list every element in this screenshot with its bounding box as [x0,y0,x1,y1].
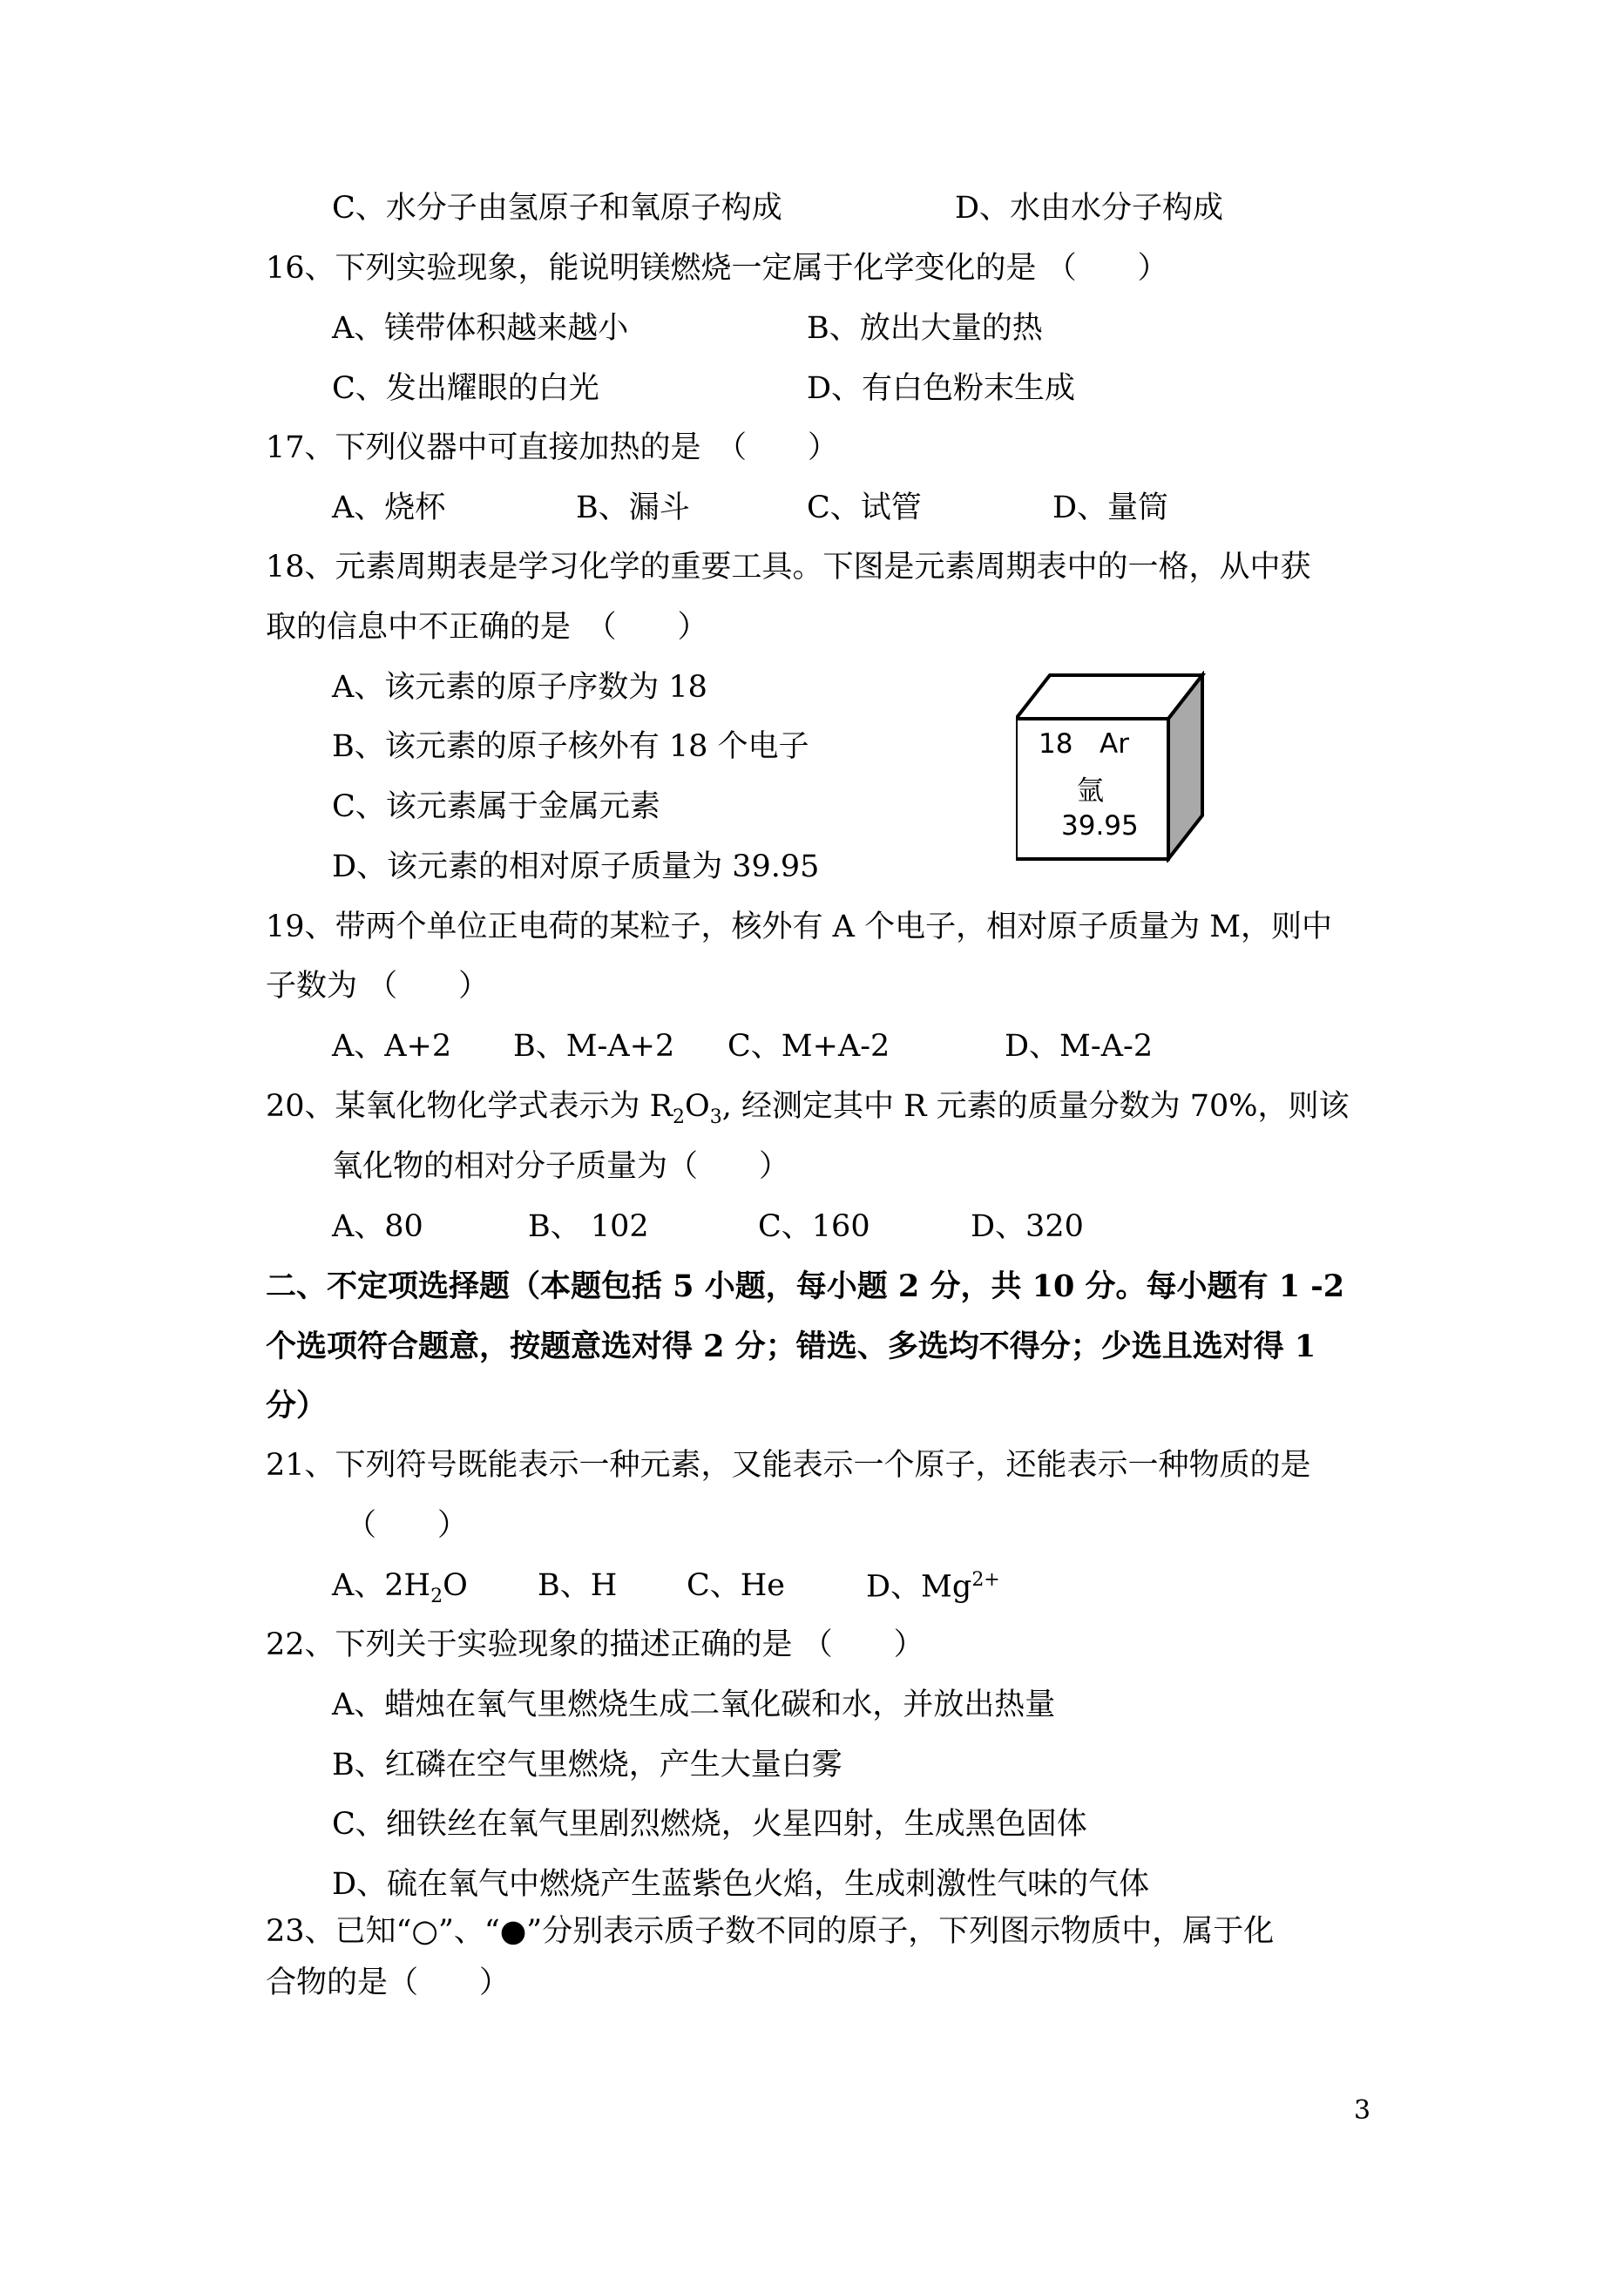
q16-stem: 16、下列实验现象，能说明镁燃烧一定属于化学变化的是 （ ） [266,251,1168,286]
q23-stem-line2: 合物的是（ ） [266,1965,511,2000]
q20-subscript-2: 2 [673,1106,686,1128]
q19-option-a: A、A+2 [332,1029,452,1064]
q21-option-d [866,1571,1000,1603]
q19-option-c: C、M+A-2 [727,1029,890,1064]
q21-option-c: C、He [687,1568,786,1603]
q21-option-a-suffix: O [443,1568,468,1603]
page-number: 3 [1354,2095,1371,2126]
q19-stem-line2: 子数为 （ ） [266,969,490,1004]
q15-option-d: D、水由水分子构成 [955,191,1224,226]
element-symbol: Ar [1100,728,1129,760]
q23-stem-line1: 23、已知“○”、“●”分别表示质子数不同的原子，下列图示物质中，属于化 [266,1914,1275,1949]
q21-option-a [332,1568,468,1607]
q18-option-a: A、该元素的原子序数为 18 [332,670,707,705]
element-name: 氩 [1077,775,1104,807]
q18-stem-line2: 取的信息中不正确的是 （ ） [266,610,708,645]
section2-heading-line2: 个选项符合题意，按题意选对得 2 分；错选、多选均不得分；少选且选对得 1 [266,1329,1316,1364]
q22-option-b: B、红磷在空气里燃烧，产生大量白雾 [332,1748,842,1782]
q19-option-d: D、M-A-2 [1005,1029,1154,1064]
q17-option-a: A、烧杯 [332,490,446,525]
element-atomic-mass: 39.95 [1061,810,1139,842]
q19-stem-line1: 19、带两个单位正电荷的某粒子，核外有 A 个电子，相对原子质量为 M，则中 [266,910,1333,944]
q20-stem-text-b: 经测定其中 R 元素的质量分数为 70%，则该 [741,1089,1350,1124]
periodic-table-cell [1016,671,1208,862]
q21-option-d-prefix: D、Mg [866,1569,972,1605]
q18-stem-line1: 18、元素周期表是学习化学的重要工具。下图是元素周期表中的一格，从中获 [266,550,1311,585]
q20-option-d: D、320 [971,1209,1084,1244]
q16-option-d: D、有白色粉末生成 [807,371,1076,406]
q21-option-b: B、H [538,1568,618,1603]
q15-option-c: C、水分子由氢原子和氧原子构成 [332,191,782,226]
q20-stem-line2: 氧化物的相对分子质量为（ ） [332,1149,790,1184]
q18-option-b: B、该元素的原子核外有 18 个电子 [332,729,809,764]
q21-option-a-prefix: A、2H [332,1568,431,1603]
q21-option-d-superscript: 2+ [971,1569,1000,1591]
q17-option-b: B、漏斗 [576,490,690,525]
q22-stem: 22、下列关于实验现象的描述正确的是 （ ） [266,1627,924,1662]
q20-oxygen-symbol: O [685,1089,710,1124]
section2-heading-line1: 二、不定项选择题（本题包括 5 小题，每小题 2 分，共 10 分。每小题有 1 -2 [266,1268,1345,1304]
q17-option-c: C、试管 [807,490,922,525]
q21-stem-line1: 21、下列符号既能表示一种元素，又能表示一个原子，还能表示一种物质的是 [266,1448,1311,1483]
element-atomic-number: 18 [1039,728,1073,760]
section2-heading-line3: 分） [266,1388,328,1424]
q21-stem-line2: （ ） [346,1508,469,1543]
q18-option-d: D、该元素的相对原子质量为 39.95 [332,849,820,884]
q16-option-c: C、发出耀眼的白光 [332,371,599,406]
q21-option-a-subscript: 2 [430,1586,443,1607]
q20-subscript-3: 3 [709,1106,722,1128]
q22-option-a: A、蜡烛在氧气里燃烧生成二氧化碳和水，并放出热量 [332,1688,1056,1722]
q18-option-c: C、该元素属于金属元素 [332,789,660,824]
q17-stem: 17、下列仪器中可直接加热的是 （ ） [266,430,839,465]
q19-option-b: B、M-A+2 [513,1029,675,1064]
q20-option-a: A、80 [332,1209,423,1244]
q20-stem-text-a: 20、某氧化物化学式表示为 R [266,1089,673,1124]
q22-option-c: C、细铁丝在氧气里剧烈燃烧，火星四射，生成黑色固体 [332,1807,1087,1842]
q16-option-b: B、放出大量的热 [807,311,1043,346]
q22-option-d: D、硫在氧气中燃烧产生蓝紫色火焰，生成刺激性气味的气体 [332,1867,1150,1902]
q20-stem-line1: 20、某氧化物化学式表示为 $R_2O_3$, 经测定其中 R 元素的质量分数为 70%，则该 [266,1089,1350,1128]
q16-option-a: A、镁带体积越来越小 [332,311,629,346]
q20-option-b: B、 102 [528,1209,649,1244]
q17-option-d: D、量筒 [1052,490,1169,525]
q20-option-c: C、160 [758,1209,870,1244]
